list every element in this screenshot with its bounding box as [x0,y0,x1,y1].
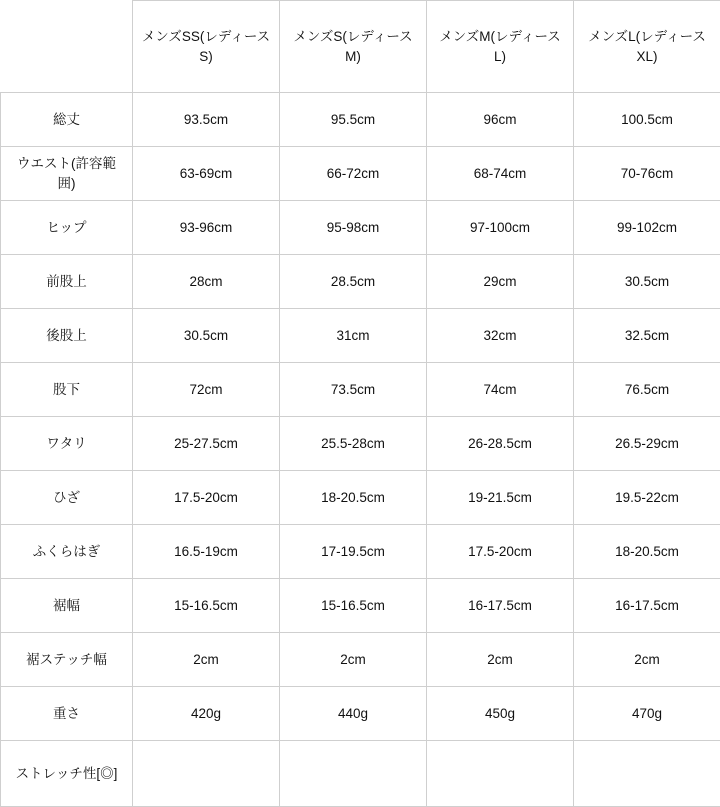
table-cell: 93.5cm [133,93,280,147]
table-cell: 32cm [427,309,574,363]
table-cell: 16-17.5cm [574,579,720,633]
table-cell: 2cm [280,633,427,687]
table-cell: 93-96cm [133,201,280,255]
table-cell: 17.5-20cm [133,471,280,525]
table-cell: 470g [574,687,720,741]
table-cell: 63-69cm [133,147,280,201]
table-cell: 2cm [427,633,574,687]
table-corner-cell [1,1,133,93]
table-cell: 15-16.5cm [280,579,427,633]
row-label: 股下 [1,363,133,417]
table-cell: 2cm [574,633,720,687]
row-label: 後股上 [1,309,133,363]
row-label: ストレッチ性[◎] [1,741,133,807]
table-cell: 32.5cm [574,309,720,363]
table-cell [574,741,720,807]
table-row [1,687,720,741]
table-cell: 18-20.5cm [574,525,720,579]
table-cell: 420g [133,687,280,741]
table-row [1,147,720,201]
row-label: ヒップ [1,201,133,255]
table-cell: 16.5-19cm [133,525,280,579]
table-cell: 30.5cm [574,255,720,309]
table-cell: 26-28.5cm [427,417,574,471]
table-cell: 17-19.5cm [280,525,427,579]
table-cell: 25.5-28cm [280,417,427,471]
table-cell: 97-100cm [427,201,574,255]
table-cell: 450g [427,687,574,741]
row-label: ふくらはぎ [1,525,133,579]
table-cell: 440g [280,687,427,741]
column-header-size-2: メンズS(レディースM) [280,1,427,93]
table-cell: 15-16.5cm [133,579,280,633]
table-cell: 17.5-20cm [427,525,574,579]
table-cell: 68-74cm [427,147,574,201]
row-label: 総丈 [1,93,133,147]
table-cell: 19-21.5cm [427,471,574,525]
table-row [1,471,720,525]
table-row [1,417,720,471]
row-label: 裾幅 [1,579,133,633]
table-cell: 25-27.5cm [133,417,280,471]
table-row [1,93,720,147]
table-header-row [1,1,720,93]
row-label: ひざ [1,471,133,525]
table-row [1,255,720,309]
table-cell: 76.5cm [574,363,720,417]
column-header-size-3: メンズM(レディースL) [427,1,574,93]
table-cell: 95.5cm [280,93,427,147]
table-cell: 99-102cm [574,201,720,255]
table-cell: 19.5-22cm [574,471,720,525]
table-cell: 29cm [427,255,574,309]
table-cell: 28.5cm [280,255,427,309]
row-label: ウエスト(許容範囲) [1,147,133,201]
table-cell: 74cm [427,363,574,417]
column-header-size-4: メンズL(レディースXL) [574,1,720,93]
table-cell [133,741,280,807]
row-label: 前股上 [1,255,133,309]
row-label: 重さ [1,687,133,741]
table-cell: 28cm [133,255,280,309]
table-cell: 66-72cm [280,147,427,201]
table-cell: 30.5cm [133,309,280,363]
table-row [1,741,720,807]
table-cell: 16-17.5cm [427,579,574,633]
table-row [1,363,720,417]
table-cell: 70-76cm [574,147,720,201]
table-row [1,633,720,687]
table-row [1,201,720,255]
table-row [1,309,720,363]
table-cell: 96cm [427,93,574,147]
table-body [1,93,720,807]
row-label: 裾ステッチ幅 [1,633,133,687]
table-cell: 2cm [133,633,280,687]
table-cell: 26.5-29cm [574,417,720,471]
table-cell: 18-20.5cm [280,471,427,525]
table-cell: 31cm [280,309,427,363]
table-row [1,579,720,633]
table-row [1,525,720,579]
table-cell: 73.5cm [280,363,427,417]
row-label: ワタリ [1,417,133,471]
table-cell [427,741,574,807]
table-header [1,1,720,93]
table-cell [280,741,427,807]
column-header-size-1: メンズSS(レディースS) [133,1,280,93]
table-cell: 72cm [133,363,280,417]
table-cell: 100.5cm [574,93,720,147]
table-cell: 95-98cm [280,201,427,255]
